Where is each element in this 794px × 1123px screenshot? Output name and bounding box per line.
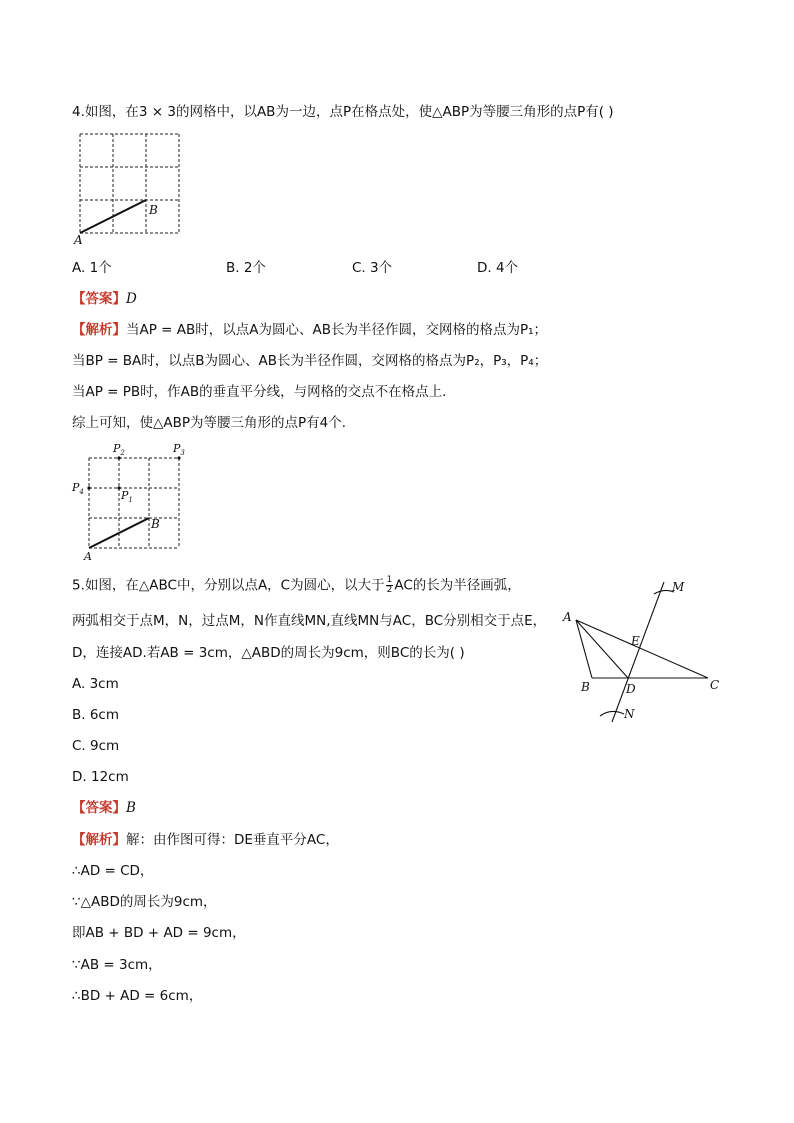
q5-option-a: A. 3cm <box>72 676 119 692</box>
label-a: A <box>74 233 83 247</box>
answer-tag: 【答案】 <box>72 800 126 816</box>
stem-text: 5.如图，在△ABC中，分别以点A，C为圆心，以大于 <box>72 577 385 594</box>
q4-analysis-line-1 <box>72 321 547 339</box>
label-d: D <box>626 682 636 696</box>
q5-option-b: B. 6cm <box>72 707 120 723</box>
label-p3: $P_3$ <box>173 442 185 457</box>
label-b: B <box>581 680 590 694</box>
analysis-tag: 【解析】 <box>72 832 126 848</box>
q5-analysis-line-2: ∴AD = CD， <box>72 863 154 879</box>
q5-analysis-line-3: ∵△ABD的周长为9cm， <box>72 894 217 910</box>
q4-solution-figure <box>68 440 198 565</box>
q5-analysis-line-5: ∵AB = 3cm， <box>72 957 162 973</box>
label-p2: $P_2$ <box>113 442 125 457</box>
q4-stem: 4.如图，在3 × 3的网格中，以AB为一边，点P在格点处，使△ABP为等腰三角形的点P有( ) <box>72 104 614 120</box>
q5-stem-line-1 <box>72 576 521 595</box>
q4-analysis-line-4: 综上可知，使△ABP为等腰三角形的点P有4个． <box>72 415 356 431</box>
q5-stem-line-2: 两弧相交于点M，N，过点M，N作直线MN,直线MN与AC，BC分别相交于点E， <box>72 613 547 629</box>
answer-value: D <box>126 291 137 307</box>
analysis-text: 解：由作图可得：DE垂直平分AC， <box>126 832 339 848</box>
q4-option-b: B. 2个 <box>226 260 266 276</box>
label-m: M <box>672 580 685 594</box>
q5-analysis-line-4: 即AB + BD + AD = 9cm， <box>72 925 246 941</box>
analysis-text: 当AP = AB时，以点A为圆心、AB长为半径作圆，交网格的格点为P₁； <box>126 322 548 338</box>
label-b: B <box>149 203 158 217</box>
q4-option-a: A. 1个 <box>72 260 112 276</box>
label-n: N <box>624 707 635 721</box>
stem-text: AC的长为半径画弧， <box>394 577 521 594</box>
label-a: A <box>84 550 92 563</box>
q4-analysis-line-3: 当AP = PB时，作AB的垂直平分线，与网格的交点不在格点上． <box>72 384 456 400</box>
label-e: E <box>631 634 640 648</box>
q5-option-d: D. 12cm <box>72 769 129 785</box>
q4-answer-line <box>72 290 137 308</box>
q5-option-c: C. 9cm <box>72 738 120 754</box>
q5-analysis-line-1 <box>72 831 339 849</box>
fraction-one-half: $\frac{1}{2}$ <box>386 575 393 595</box>
q5-stem-line-3: D，连接AD.若AB = 3cm，△ABD的周长为9cm，则BC的长为( ) <box>72 645 465 661</box>
answer-value: B <box>126 800 136 816</box>
label-p4: $P_4$ <box>72 481 84 496</box>
q4-analysis-line-2: 当BP = BA时，以点B为圆心、AB长为半径作圆，交网格的格点为P₂，P₃，P₄； <box>72 353 548 369</box>
label-a: A <box>563 610 572 624</box>
q4-grid-figure <box>70 128 190 248</box>
label-c: C <box>710 678 720 692</box>
q5-analysis-line-6: ∴BD + AD = 6cm， <box>72 988 203 1004</box>
q4-option-d: D. 4个 <box>477 260 519 276</box>
q5-triangle-figure <box>556 570 736 730</box>
answer-tag: 【答案】 <box>72 291 126 307</box>
label-p1: $P_1$ <box>121 489 133 504</box>
q5-answer-line <box>72 799 136 817</box>
label-b: B <box>151 517 160 531</box>
analysis-tag: 【解析】 <box>72 322 126 338</box>
q4-option-c: C. 3个 <box>352 260 393 276</box>
